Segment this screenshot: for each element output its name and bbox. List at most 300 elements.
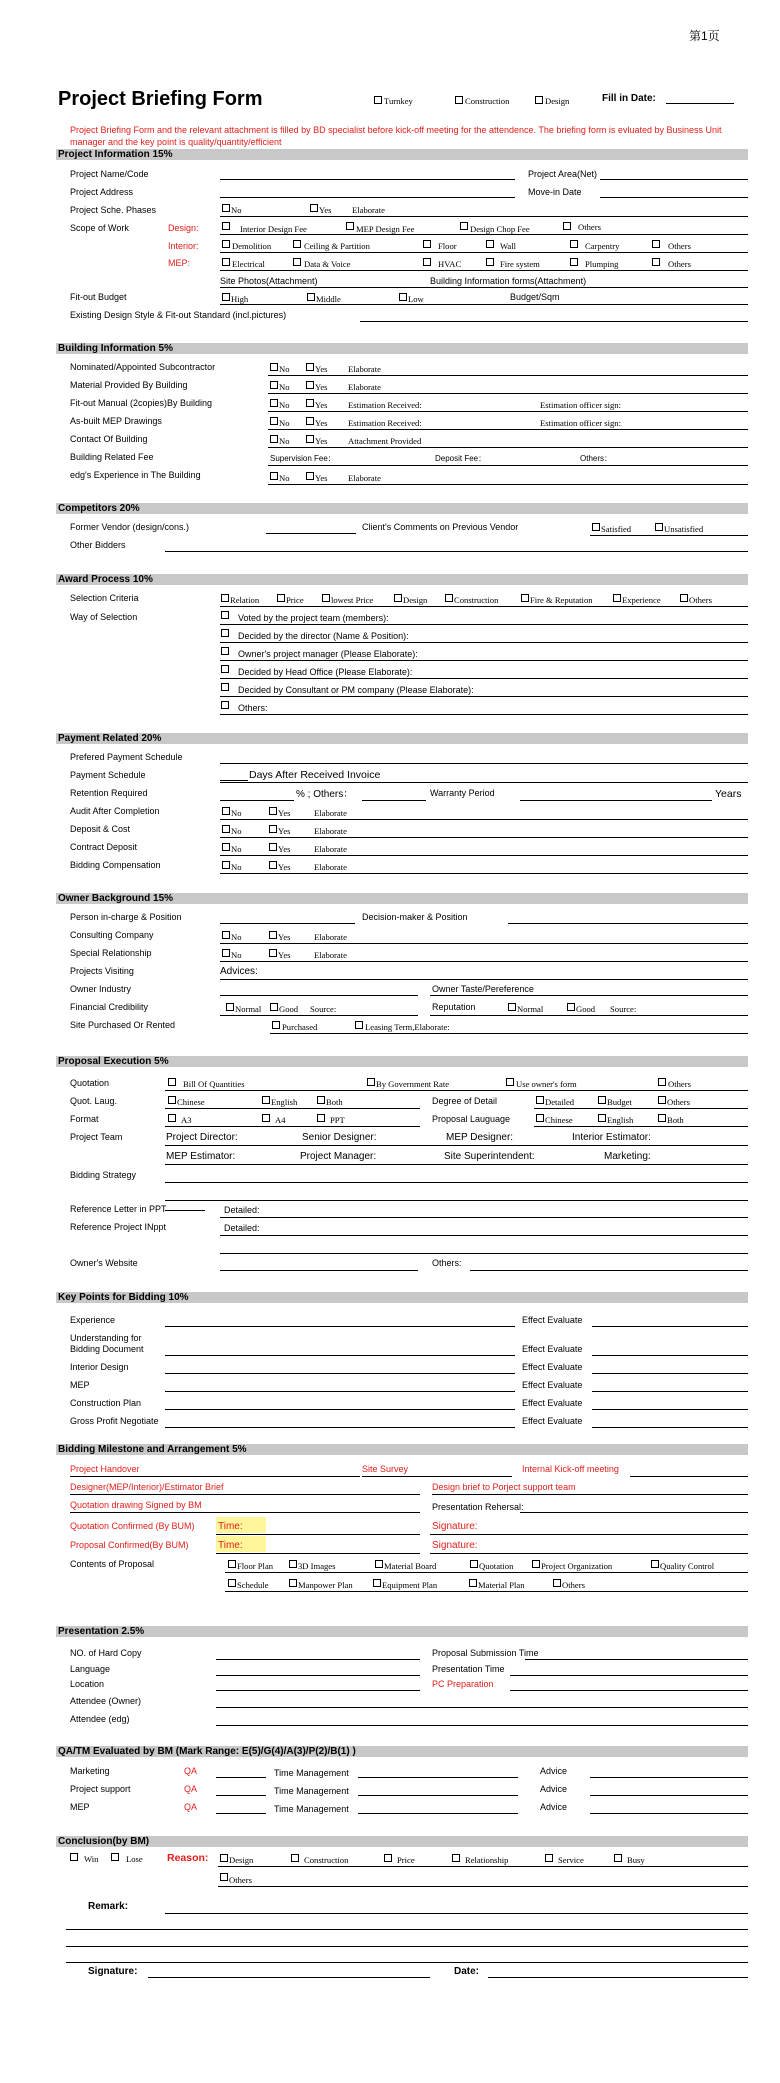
way-1[interactable] [221, 611, 229, 619]
location-field[interactable] [216, 1690, 420, 1691]
elaborate-label: Elaborate [314, 808, 347, 818]
purchased-label: Purchased [282, 1022, 318, 1032]
m2-label: Data & Voice [304, 259, 351, 269]
divider [218, 1886, 748, 1887]
bld-row5-label: Contact Of Building [70, 434, 148, 444]
tm1-field[interactable] [358, 1777, 518, 1778]
p-schedule[interactable] [228, 1579, 236, 1587]
i6-label: Others [668, 241, 691, 251]
way-label: Way of Selection [70, 612, 138, 622]
p-3d-label: 3D Images [298, 1561, 336, 1571]
budget-label: Budget [607, 1097, 632, 1107]
detailed-checkbox[interactable] [536, 1096, 544, 1104]
d1-label: Interior Design Fee [240, 224, 307, 234]
p-equipment-label: Equipment Plan [382, 1580, 438, 1590]
english-label: English [271, 1097, 298, 1107]
divider [165, 1145, 748, 1146]
ev3-field[interactable] [592, 1373, 748, 1374]
a4-label: A4 [275, 1115, 286, 1125]
p-quotation[interactable] [470, 1560, 478, 1568]
pay-r7-no[interactable] [222, 861, 230, 869]
construction-checkbox[interactable] [455, 96, 463, 104]
divider [268, 465, 748, 466]
movein-field[interactable] [600, 197, 748, 198]
design-scope-label: Design: [168, 223, 199, 233]
construction-label: Construction [465, 96, 510, 106]
qconf-sig-field[interactable] [430, 1534, 748, 1535]
remark-field[interactable] [165, 1913, 748, 1914]
reason-service[interactable] [545, 1854, 553, 1862]
rep-normal[interactable] [508, 1003, 516, 1011]
own-row7-label: Site Purchased Or Rented [70, 1020, 176, 1030]
contents-label: Contents of Proposal [70, 1559, 155, 1569]
bld-r2-yes[interactable] [306, 381, 314, 389]
p-manpower[interactable] [289, 1579, 297, 1587]
p-quality[interactable] [651, 1560, 659, 1568]
m4-checkbox[interactable] [486, 258, 494, 266]
qconf-time-label: Time: [218, 1521, 243, 1532]
project-name-field[interactable] [220, 179, 515, 180]
qdraw-field[interactable] [70, 1512, 420, 1513]
proposal-others-field[interactable] [470, 1270, 748, 1271]
divider [220, 270, 748, 271]
crit-others-label: Others [689, 595, 712, 605]
days-field[interactable] [220, 780, 248, 781]
i2-checkbox[interactable] [293, 240, 301, 248]
qa3-label: QA [184, 1802, 198, 1812]
own-row2-label: Consulting Company [70, 930, 154, 940]
adv2-field[interactable] [590, 1795, 748, 1796]
d3-checkbox[interactable] [460, 222, 468, 230]
warranty-field[interactable] [520, 800, 712, 801]
divider [218, 1866, 748, 1867]
low-checkbox[interactable] [399, 293, 407, 301]
no-label: No [231, 205, 242, 215]
bld-r4-no[interactable] [270, 417, 278, 425]
ev1-field[interactable] [592, 1326, 748, 1327]
win-checkbox[interactable] [70, 1853, 78, 1861]
sup-fee-label: Supervision Fee： [270, 454, 336, 463]
elaborate-label: Elaborate [314, 862, 347, 872]
way-2[interactable] [221, 629, 229, 637]
way-4[interactable] [221, 665, 229, 673]
reason-label: Reason: [167, 1852, 209, 1864]
rep-good[interactable] [567, 1003, 575, 1011]
yes-label: Yes [278, 826, 291, 836]
pay-row4-label: Audit After Completion [70, 806, 160, 816]
section-bar [56, 503, 748, 514]
way-3[interactable] [221, 647, 229, 655]
rehearsal-field[interactable] [520, 1512, 748, 1513]
m3-label: HVAC [438, 259, 462, 269]
language-label: Language [70, 1664, 111, 1674]
pay-r6-no[interactable] [222, 843, 230, 851]
way-2-label: Decided by the director (Name & Position): [238, 631, 409, 641]
adv3-field[interactable] [590, 1813, 748, 1814]
bld-r7-yes[interactable] [306, 472, 314, 480]
decision-maker-label: Decision-maker & Position [362, 912, 468, 922]
ev3-label: Effect Evaluate [522, 1362, 583, 1372]
p-3d[interactable] [289, 1560, 297, 1568]
ql-both[interactable] [317, 1096, 325, 1104]
reason-others[interactable] [220, 1873, 228, 1881]
way-1-label: Voted by the project team (members): [238, 613, 389, 623]
i5-checkbox[interactable] [570, 240, 578, 248]
reason-price[interactable] [384, 1854, 392, 1862]
unsatisfied-checkbox[interactable] [655, 523, 663, 531]
bld-r7-no[interactable] [270, 472, 278, 480]
design-checkbox[interactable] [535, 96, 543, 104]
design-label: Design [545, 96, 570, 106]
own-r2-no[interactable] [222, 931, 230, 939]
ev6-field[interactable] [592, 1427, 748, 1428]
section-title-payment: Payment Related 20% [58, 733, 162, 744]
pl-english[interactable] [598, 1114, 606, 1122]
designer-brief-field[interactable] [70, 1494, 420, 1495]
chinese-label: Chinese [545, 1115, 573, 1125]
reason-design[interactable] [220, 1854, 228, 1862]
divider [220, 979, 748, 980]
detail-others-checkbox[interactable] [658, 1096, 666, 1104]
pay-row1-field[interactable] [220, 763, 748, 764]
way-6[interactable] [221, 701, 229, 709]
own-r2-yes[interactable] [269, 931, 277, 939]
yes-label: Yes [315, 436, 328, 446]
project-name-label: Project Name/Code [70, 169, 149, 179]
good-label: Good [576, 1004, 596, 1014]
format-label: Format [70, 1114, 99, 1124]
pl-both[interactable] [658, 1114, 666, 1122]
way-5[interactable] [221, 683, 229, 691]
strategy-field[interactable] [165, 1182, 748, 1183]
a3-label: A3 [181, 1115, 192, 1125]
crit-experience-label: Experience [622, 595, 661, 605]
decision-maker-field[interactable] [508, 923, 748, 924]
q-others-label: Others [668, 1079, 691, 1089]
kp5-field[interactable] [165, 1409, 515, 1410]
way-6-label: Others: [238, 703, 268, 713]
crit-price[interactable] [277, 594, 285, 602]
design-brief-field[interactable] [432, 1494, 748, 1495]
q-owner[interactable] [506, 1078, 514, 1086]
bld-r3-no[interactable] [270, 399, 278, 407]
crit-relation[interactable] [221, 594, 229, 602]
tm3-field[interactable] [358, 1813, 518, 1814]
crit-construction[interactable] [445, 594, 453, 602]
bld-r5-yes[interactable] [306, 435, 314, 443]
lose-checkbox[interactable] [111, 1853, 119, 1861]
yes-label: Yes [315, 364, 328, 374]
pay-r5-yes[interactable] [269, 825, 277, 833]
kp6-label: Gross Profit Negotiate [70, 1416, 159, 1426]
kp2b-label: Bidding Document [70, 1344, 144, 1354]
both-label: Both [326, 1097, 343, 1107]
pay-r4-yes[interactable] [269, 807, 277, 815]
pconf-sig-field[interactable] [430, 1553, 748, 1554]
bld-r1-yes[interactable] [306, 363, 314, 371]
p-others[interactable] [553, 1579, 561, 1587]
pd-label: Project Director: [166, 1132, 238, 1143]
high-label: High [231, 294, 249, 304]
leasing-checkbox[interactable] [355, 1021, 363, 1029]
ptime-field[interactable] [510, 1675, 748, 1676]
fin-normal[interactable] [226, 1003, 234, 1011]
bld-row1-label: Nominated/Appointed Subcontractor [70, 362, 216, 372]
section-title-building: Building Information 5% [58, 343, 173, 354]
way-5-label: Decided by Consultant or PM company (Please Elaborate): [238, 685, 474, 695]
q-owner-label: Use owner's form [516, 1079, 577, 1089]
fill-date-field[interactable] [666, 103, 734, 104]
remark-field-2[interactable] [66, 1929, 748, 1930]
kp3-label: Interior Design [70, 1362, 129, 1372]
project-address-field[interactable] [220, 197, 515, 198]
pc-prep-field[interactable] [510, 1690, 748, 1691]
kp4-field[interactable] [165, 1391, 515, 1392]
others-label: Others [667, 1097, 690, 1107]
q-others[interactable] [658, 1078, 666, 1086]
m5-checkbox[interactable] [570, 258, 578, 266]
former-vendor-field[interactable] [266, 533, 356, 534]
fmt-a3[interactable] [168, 1114, 176, 1122]
phases-yes-checkbox[interactable] [310, 204, 318, 212]
divider [220, 678, 748, 679]
yes-label: Yes [319, 205, 332, 215]
person-field[interactable] [220, 923, 355, 924]
yes-label: Yes [278, 844, 291, 854]
q-gov[interactable] [367, 1078, 375, 1086]
p-floorplan[interactable] [228, 1560, 236, 1568]
yes-label: Yes [278, 932, 291, 942]
no-label: No [231, 862, 242, 872]
crit-lowest[interactable] [322, 594, 330, 602]
submission-field[interactable] [525, 1659, 748, 1660]
days-label: Days After Received Invoice [249, 769, 381, 781]
pay-r4-no[interactable] [222, 807, 230, 815]
divider [165, 1126, 420, 1127]
middle-checkbox[interactable] [307, 293, 315, 301]
bld-row7-label: edg's Experience in The Building [70, 470, 201, 480]
phases-label: Project Sche. Phases [70, 205, 157, 215]
hard-copy-field[interactable] [216, 1659, 420, 1660]
page-number: 第1页 [689, 29, 720, 43]
mep-scope-label: MEP: [168, 258, 191, 268]
pay-r5-no[interactable] [222, 825, 230, 833]
elaborate-label: Elaborate [314, 950, 347, 960]
section-title-milestone: Bidding Milestone and Arrangement 5% [58, 1444, 247, 1455]
reason-relationship[interactable] [452, 1854, 460, 1862]
p-manpower-label: Manpower Plan [298, 1580, 353, 1590]
no-label: No [279, 418, 290, 428]
q-boq[interactable] [168, 1078, 176, 1086]
qa1-field[interactable] [216, 1777, 266, 1778]
qa3-field[interactable] [216, 1813, 266, 1814]
m1-checkbox[interactable] [222, 258, 230, 266]
website-field[interactable] [220, 1270, 418, 1271]
no-label: No [231, 932, 242, 942]
detailed-label: Detailed [545, 1097, 575, 1107]
own-r3-yes[interactable] [269, 949, 277, 957]
pl-chinese[interactable] [536, 1114, 544, 1122]
reason-relationship-label: Relationship [465, 1855, 509, 1865]
divider [220, 660, 748, 661]
existing-field[interactable] [360, 321, 748, 322]
pay-r6-yes[interactable] [269, 843, 277, 851]
date-field[interactable] [488, 1977, 748, 1978]
tm2-field[interactable] [358, 1795, 518, 1796]
fmt-a4[interactable] [262, 1114, 270, 1122]
english-label: English [607, 1115, 634, 1125]
divider [268, 447, 748, 448]
kp2-field[interactable] [165, 1355, 515, 1356]
bld-r4-yes[interactable] [306, 417, 314, 425]
qdraw-label: Quotation drawing Signed by BM [70, 1500, 202, 1510]
divider [268, 429, 748, 430]
kp6-field[interactable] [165, 1427, 515, 1428]
i4-label: Wall [500, 241, 517, 251]
d2-checkbox[interactable] [346, 222, 354, 230]
other-bidders-field[interactable] [165, 551, 748, 552]
crit-others[interactable] [680, 594, 688, 602]
handover-field[interactable] [70, 1476, 360, 1477]
good-label: Good [279, 1004, 299, 1014]
divider [220, 819, 748, 820]
divider [220, 1253, 748, 1254]
crit-construction-label: Construction [454, 595, 499, 605]
kp1-field[interactable] [165, 1326, 515, 1327]
fin-good[interactable] [270, 1003, 278, 1011]
qa2-field[interactable] [216, 1795, 266, 1796]
remark-field-4[interactable] [66, 1962, 748, 1963]
qconf-time-field[interactable] [216, 1534, 420, 1535]
no-label: No [231, 826, 242, 836]
ev6-label: Effect Evaluate [522, 1416, 583, 1426]
pay-r7-yes[interactable] [269, 861, 277, 869]
divider [220, 961, 748, 962]
yes-label: Yes [315, 418, 328, 428]
crit-design[interactable] [394, 594, 402, 602]
yes-label: Yes [278, 950, 291, 960]
att-owner-field[interactable] [216, 1707, 748, 1708]
section-bar [56, 574, 748, 585]
m2-checkbox[interactable] [293, 258, 301, 266]
hard-copy-label: NO. of Hard Copy [70, 1648, 142, 1658]
i3-checkbox[interactable] [423, 240, 431, 248]
project-address-label: Project Address [70, 187, 134, 197]
retention-others-field[interactable] [362, 800, 426, 801]
divider [165, 1210, 205, 1211]
warranty-label: Warranty Period [430, 788, 495, 798]
strategy-label: Bidding Strategy [70, 1170, 137, 1180]
pm-label: Project Manager: [300, 1151, 377, 1162]
low-label: Low [408, 294, 424, 304]
other-bidders-label: Other Bidders [70, 540, 126, 550]
ref2-field[interactable] [220, 1235, 748, 1236]
budgetsqm-label: Budget/Sqm [510, 292, 560, 302]
no-label: No [279, 382, 290, 392]
project-area-field[interactable] [600, 179, 748, 180]
form-title: Project Briefing Form [58, 88, 263, 110]
att-edg-field[interactable] [216, 1725, 748, 1726]
reason-construction[interactable] [291, 1854, 299, 1862]
own-r3-no[interactable] [222, 949, 230, 957]
crit-fire[interactable] [521, 594, 529, 602]
reason-busy[interactable] [614, 1854, 622, 1862]
p-equipment[interactable] [373, 1579, 381, 1587]
bld-r3-yes[interactable] [306, 399, 314, 407]
yes-label: Yes [278, 808, 291, 818]
divider [220, 873, 748, 874]
industry-field[interactable] [220, 995, 418, 996]
adv1-label: Advice [540, 1766, 568, 1776]
i1-checkbox[interactable] [222, 240, 230, 248]
adv1-field[interactable] [590, 1777, 748, 1778]
remark-field-3[interactable] [66, 1946, 748, 1947]
survey-label: Site Survey [362, 1464, 409, 1474]
normal-label: Normal [517, 1004, 544, 1014]
d4-checkbox[interactable] [563, 222, 571, 230]
satisfied-checkbox[interactable] [592, 523, 600, 531]
survey-field[interactable] [362, 1476, 512, 1477]
bld-r1-no[interactable] [270, 363, 278, 371]
m3-checkbox[interactable] [423, 258, 431, 266]
kp3-field[interactable] [165, 1373, 515, 1374]
kickoff-field[interactable] [630, 1476, 748, 1477]
phases-no-checkbox[interactable] [222, 204, 230, 212]
ev4-field[interactable] [592, 1391, 748, 1392]
pay-row7-label: Bidding Compensation [70, 860, 161, 870]
divider [220, 234, 748, 235]
ev5-field[interactable] [592, 1409, 748, 1410]
unsatisfied-label: Unsatisfied [664, 524, 704, 534]
i2-label: Ceiling & Partition [304, 241, 370, 251]
bld-r2-no[interactable] [270, 381, 278, 389]
bld-r5-no[interactable] [270, 435, 278, 443]
m6-checkbox[interactable] [652, 258, 660, 266]
design-brief-label: Design brief to Porject support team [432, 1482, 576, 1492]
est-off-label: Estimation officer sign: [540, 400, 621, 410]
d3-label: Design Chop Fee [470, 224, 530, 234]
ev2-field[interactable] [592, 1355, 748, 1356]
source-label: Source: [610, 1004, 637, 1014]
p-material-plan[interactable] [469, 1579, 477, 1587]
own-row6-label: Financial Credibility [70, 1002, 149, 1012]
website-label: Owner's Website [70, 1258, 138, 1268]
i1-label: Demolition [232, 241, 272, 251]
purchased-checkbox[interactable] [272, 1021, 280, 1029]
pconf-label: Proposal Confirmed(By BUM) [70, 1540, 189, 1550]
d1-checkbox[interactable] [222, 222, 230, 230]
ql-english[interactable] [262, 1096, 270, 1104]
i6-checkbox[interactable] [652, 240, 660, 248]
way-4-label: Decided by Head Office (Please Elaborate): [238, 667, 413, 677]
p-organization[interactable] [532, 1560, 540, 1568]
p-material-board[interactable] [375, 1560, 383, 1568]
language-field[interactable] [216, 1675, 420, 1676]
high-checkbox[interactable] [222, 293, 230, 301]
retention-field[interactable] [220, 800, 294, 801]
i4-checkbox[interactable] [486, 240, 494, 248]
ref1-field[interactable] [220, 1217, 748, 1218]
signature-field[interactable] [148, 1977, 430, 1978]
divider [590, 535, 748, 536]
ql-chinese[interactable] [168, 1096, 176, 1104]
qconf-label: Quotation Confirmed (By BUM) [70, 1521, 195, 1531]
fmt-ppt[interactable] [317, 1114, 325, 1122]
turnkey-checkbox[interactable] [374, 96, 382, 104]
crit-experience[interactable] [613, 594, 621, 602]
pconf-time-field[interactable] [216, 1553, 420, 1554]
budget-checkbox[interactable] [598, 1096, 606, 1104]
